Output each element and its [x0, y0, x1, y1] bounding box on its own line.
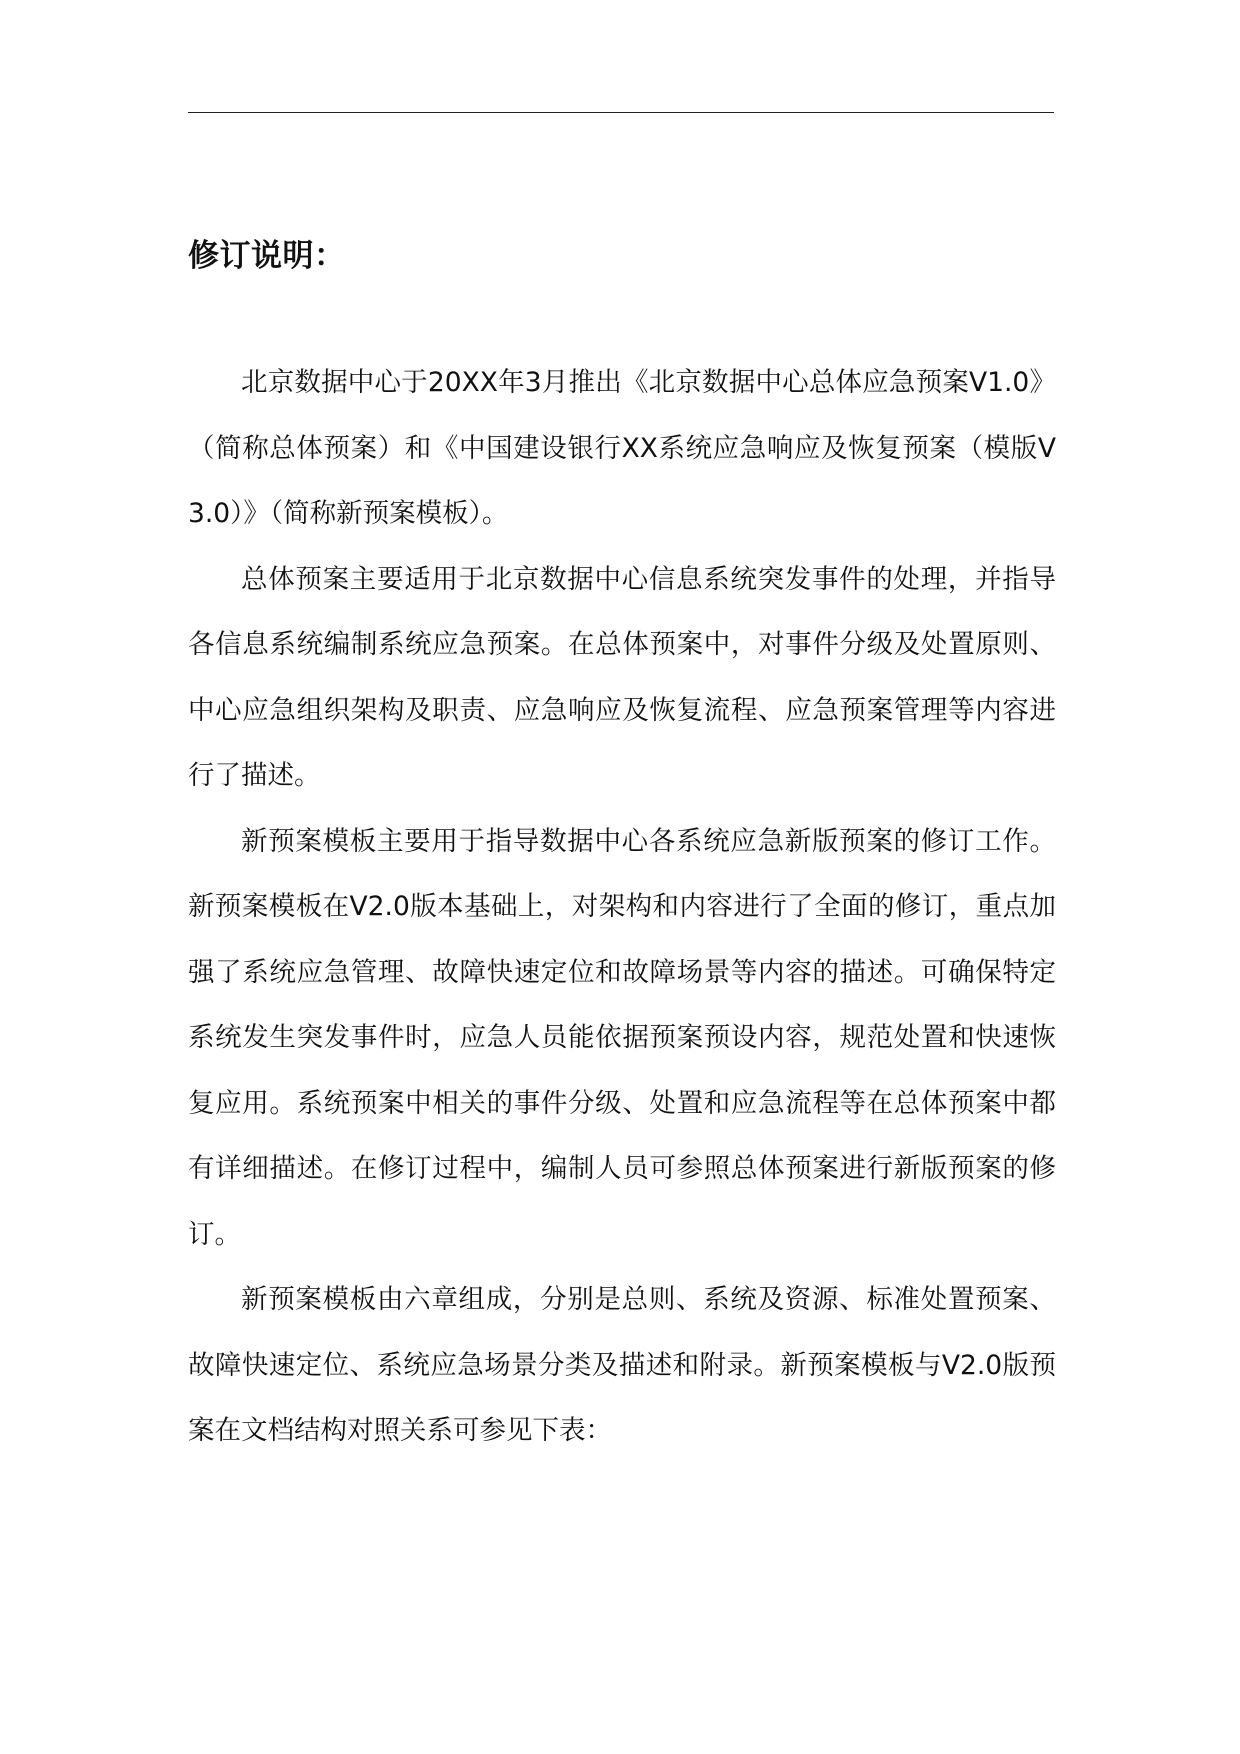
page-title: 修订说明： [188, 238, 346, 274]
paragraph-3: 新预案模板主要用于指导数据中心各系统应急新版预案的修订工作。新预案模板在V2.0版本基础上，对架构和内容进行了全面的修订，重点加强了系统应急管理、故障快速定位和故障场景等内容的描述。可确保特定系统发生突发事件时，应急人员能依据预案预设内容，规范处置和快速恢复应用。系统预案中相关的事件分级、处置和应急流程等在总体预案中都有详细描述。在修订过程中，编制人员可参照总体预案进行新版预案的修订。 [188, 825, 1056, 1250]
header-rule [188, 112, 1054, 113]
paragraph-4: 新预案模板由六章组成，分别是总则、系统及资源、标准处置预案、故障快速定位、系统应急场景分类及描述和附录。新预案模板与V2.0版预案在文档结构对照关系可参见下表： [188, 1284, 1056, 1446]
paragraph-2: 总体预案主要适用于北京数据中心信息系统突发事件的处理，并指导各信息系统编制系统应急预案。在总体预案中，对事件分级及处置原则、中心应急组织架构及职责、应急响应及恢复流程、应急预案管理等内容进行了描述。 [188, 563, 1056, 791]
document-body [188, 350, 1056, 1464]
paragraph-1: 北京数据中心于20XX年3月推出《北京数据中心总体应急预案V1.0》（简称总体预案）和《中国建设银行XX系统应急响应及恢复预案（模版V3.0）》（简称新预案模板）。 [188, 367, 1056, 529]
